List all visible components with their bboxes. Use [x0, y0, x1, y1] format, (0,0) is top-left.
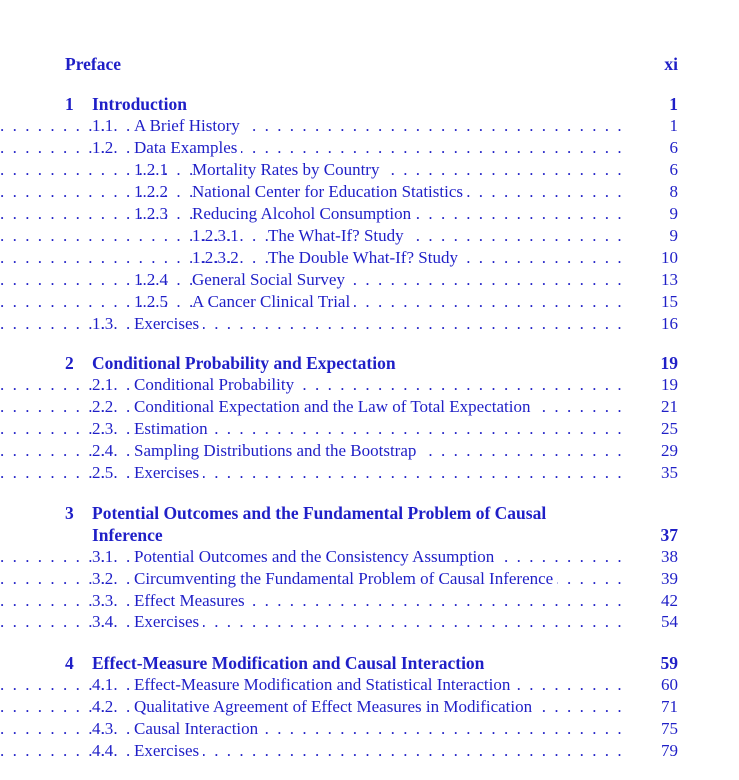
section-title[interactable]: Data Examples [134, 137, 241, 159]
toc-entry-2-3[interactable] [0, 418, 739, 440]
toc-chapter-3-cont[interactable] [0, 524, 739, 546]
section-number: 1.2 [92, 138, 114, 157]
section-title[interactable]: Exercises [134, 313, 203, 335]
section-title[interactable]: Potential Outcomes and the Consistency Assumption [134, 546, 498, 568]
subsection-number: 1.2.3 [134, 204, 168, 223]
toc-entry-1-2-1[interactable] [0, 159, 739, 181]
toc-entry-1-3[interactable] [0, 313, 739, 335]
section-number: 3.2 [92, 569, 114, 588]
toc-preface-page[interactable]: xi [664, 54, 678, 74]
chapter-title-line2[interactable]: Inference [92, 524, 167, 546]
section-page[interactable]: 71 [661, 697, 678, 716]
section-number: 3.4 [92, 612, 114, 631]
section-page[interactable]: 38 [661, 547, 678, 566]
toc-entry-4-4[interactable] [0, 740, 739, 762]
subsubsection-page[interactable]: 10 [661, 248, 678, 267]
toc-preface-title[interactable]: Preface [65, 53, 125, 75]
section-title[interactable]: Conditional Expectation and the Law of Total Expectation [134, 396, 534, 418]
toc-entry-4-2[interactable] [0, 696, 739, 718]
toc-entry-1-1[interactable] [0, 115, 739, 137]
subsection-title[interactable]: Mortality Rates by Country [192, 159, 383, 181]
toc-entry-1-2-3-2[interactable] [0, 247, 739, 269]
subsection-page[interactable]: 6 [669, 160, 678, 179]
section-page[interactable]: 54 [661, 612, 678, 631]
subsection-page[interactable]: 8 [669, 182, 678, 201]
chapter-number: 4 [65, 653, 74, 673]
chapter-title[interactable]: Conditional Probability and Expectation [92, 352, 400, 374]
subsection-page[interactable]: 9 [669, 204, 678, 223]
section-title[interactable]: Conditional Probability [134, 374, 298, 396]
subsection-number: 1.2.2 [134, 182, 168, 201]
section-number: 3.1 [92, 547, 114, 566]
section-number: 1.3 [92, 314, 114, 333]
section-title[interactable]: A Brief History [134, 115, 244, 137]
toc-entry-1-2-5[interactable] [0, 291, 739, 313]
chapter-number: 1 [65, 94, 74, 114]
section-title[interactable]: Effect Measures [134, 590, 249, 612]
subsection-page[interactable]: 13 [661, 270, 678, 289]
section-title[interactable]: Exercises [134, 611, 203, 633]
section-number: 2.4 [92, 441, 114, 460]
toc-chapter-3[interactable] [0, 502, 739, 524]
section-number: 2.5 [92, 463, 114, 482]
subsection-title[interactable]: General Social Survey [192, 269, 349, 291]
subsubsection-title[interactable]: The Double What-If? Study [268, 247, 462, 269]
toc-entry-1-2-4[interactable] [0, 269, 739, 291]
subsection-title[interactable]: Reducing Alcohol Consumption [192, 203, 415, 225]
toc-entry-2-4[interactable] [0, 440, 739, 462]
section-number: 2.1 [92, 375, 114, 394]
toc-entry-2-1[interactable] [0, 374, 739, 396]
chapter-title-line1[interactable]: Potential Outcomes and the Fundamental Problem of Causal [92, 502, 550, 524]
toc-chapter-1[interactable] [0, 93, 739, 115]
section-number: 4.1 [92, 675, 114, 694]
subsubsection-page[interactable]: 9 [669, 226, 678, 245]
section-title[interactable]: Circumventing the Fundamental Problem of Causal Inference [134, 568, 557, 590]
toc-chapter-2[interactable] [0, 352, 739, 374]
section-title[interactable]: Exercises [134, 462, 203, 484]
toc-entry-1-2-2[interactable] [0, 181, 739, 203]
toc-entry-1-2-3-1[interactable] [0, 225, 739, 247]
chapter-page[interactable]: 19 [660, 353, 678, 373]
section-page[interactable]: 25 [661, 419, 678, 438]
section-number: 1.1 [92, 116, 114, 135]
toc-entry-1-2[interactable] [0, 137, 739, 159]
toc-entry-4-1[interactable] [0, 674, 739, 696]
section-page[interactable]: 39 [661, 569, 678, 588]
toc-entry-2-2[interactable] [0, 396, 739, 418]
section-page[interactable]: 42 [661, 591, 678, 610]
toc-entry-2-5[interactable] [0, 462, 739, 484]
section-page[interactable]: 35 [661, 463, 678, 482]
section-title[interactable]: Exercises [134, 740, 203, 762]
section-page[interactable]: 79 [661, 741, 678, 760]
subsubsection-number: 1.2.3.1 [192, 226, 239, 245]
section-page[interactable]: 19 [661, 375, 678, 394]
section-number: 2.2 [92, 397, 114, 416]
section-page[interactable]: 6 [669, 138, 678, 157]
toc-entry-3-3[interactable] [0, 590, 739, 612]
section-number: 2.3 [92, 419, 114, 438]
toc-chapter-4[interactable] [0, 652, 739, 674]
section-number: 4.4 [92, 741, 114, 760]
section-title[interactable]: Qualitative Agreement of Effect Measures in Modification [134, 696, 536, 718]
section-page[interactable]: 16 [661, 314, 678, 333]
toc-entry-4-3[interactable] [0, 718, 739, 740]
subsection-page[interactable]: 15 [661, 292, 678, 311]
section-page[interactable]: 75 [661, 719, 678, 738]
chapter-number: 3 [65, 503, 74, 523]
chapter-page[interactable]: 37 [660, 525, 678, 545]
subsubsection-number: 1.2.3.2 [192, 248, 239, 267]
toc-entry-1-2-3[interactable] [0, 203, 739, 225]
chapter-page[interactable]: 1 [669, 94, 678, 114]
section-title[interactable]: Effect-Measure Modification and Statistical Interaction [134, 674, 514, 696]
subsection-number: 1.2.5 [134, 292, 168, 311]
toc-entry-3-1[interactable] [0, 546, 739, 568]
chapter-title[interactable]: Introduction [92, 93, 191, 115]
subsection-number: 1.2.4 [134, 270, 168, 289]
section-number: 4.2 [92, 697, 114, 716]
chapter-title[interactable]: Effect-Measure Modification and Causal Interaction [92, 652, 488, 674]
chapter-number: 2 [65, 353, 74, 373]
section-page[interactable]: 1 [669, 116, 678, 135]
section-title[interactable]: Estimation [134, 418, 212, 440]
subsection-number: 1.2.1 [134, 160, 168, 179]
toc-entry-3-2[interactable] [0, 568, 739, 590]
section-number: 3.3 [92, 591, 114, 610]
toc-preface[interactable] [0, 53, 739, 75]
section-page[interactable]: 21 [661, 397, 678, 416]
section-page[interactable]: 29 [661, 441, 678, 460]
section-number: 4.3 [92, 719, 114, 738]
section-title[interactable]: Causal Interaction [134, 718, 262, 740]
subsection-title[interactable]: National Center for Education Statistics [192, 181, 467, 203]
subsubsection-title[interactable]: The What-If? Study [268, 225, 408, 247]
section-page[interactable]: 60 [661, 675, 678, 694]
subsection-title[interactable]: A Cancer Clinical Trial [192, 291, 354, 313]
toc-entry-3-4[interactable] [0, 611, 739, 633]
section-title[interactable]: Sampling Distributions and the Bootstrap [134, 440, 420, 462]
chapter-page[interactable]: 59 [660, 653, 678, 673]
